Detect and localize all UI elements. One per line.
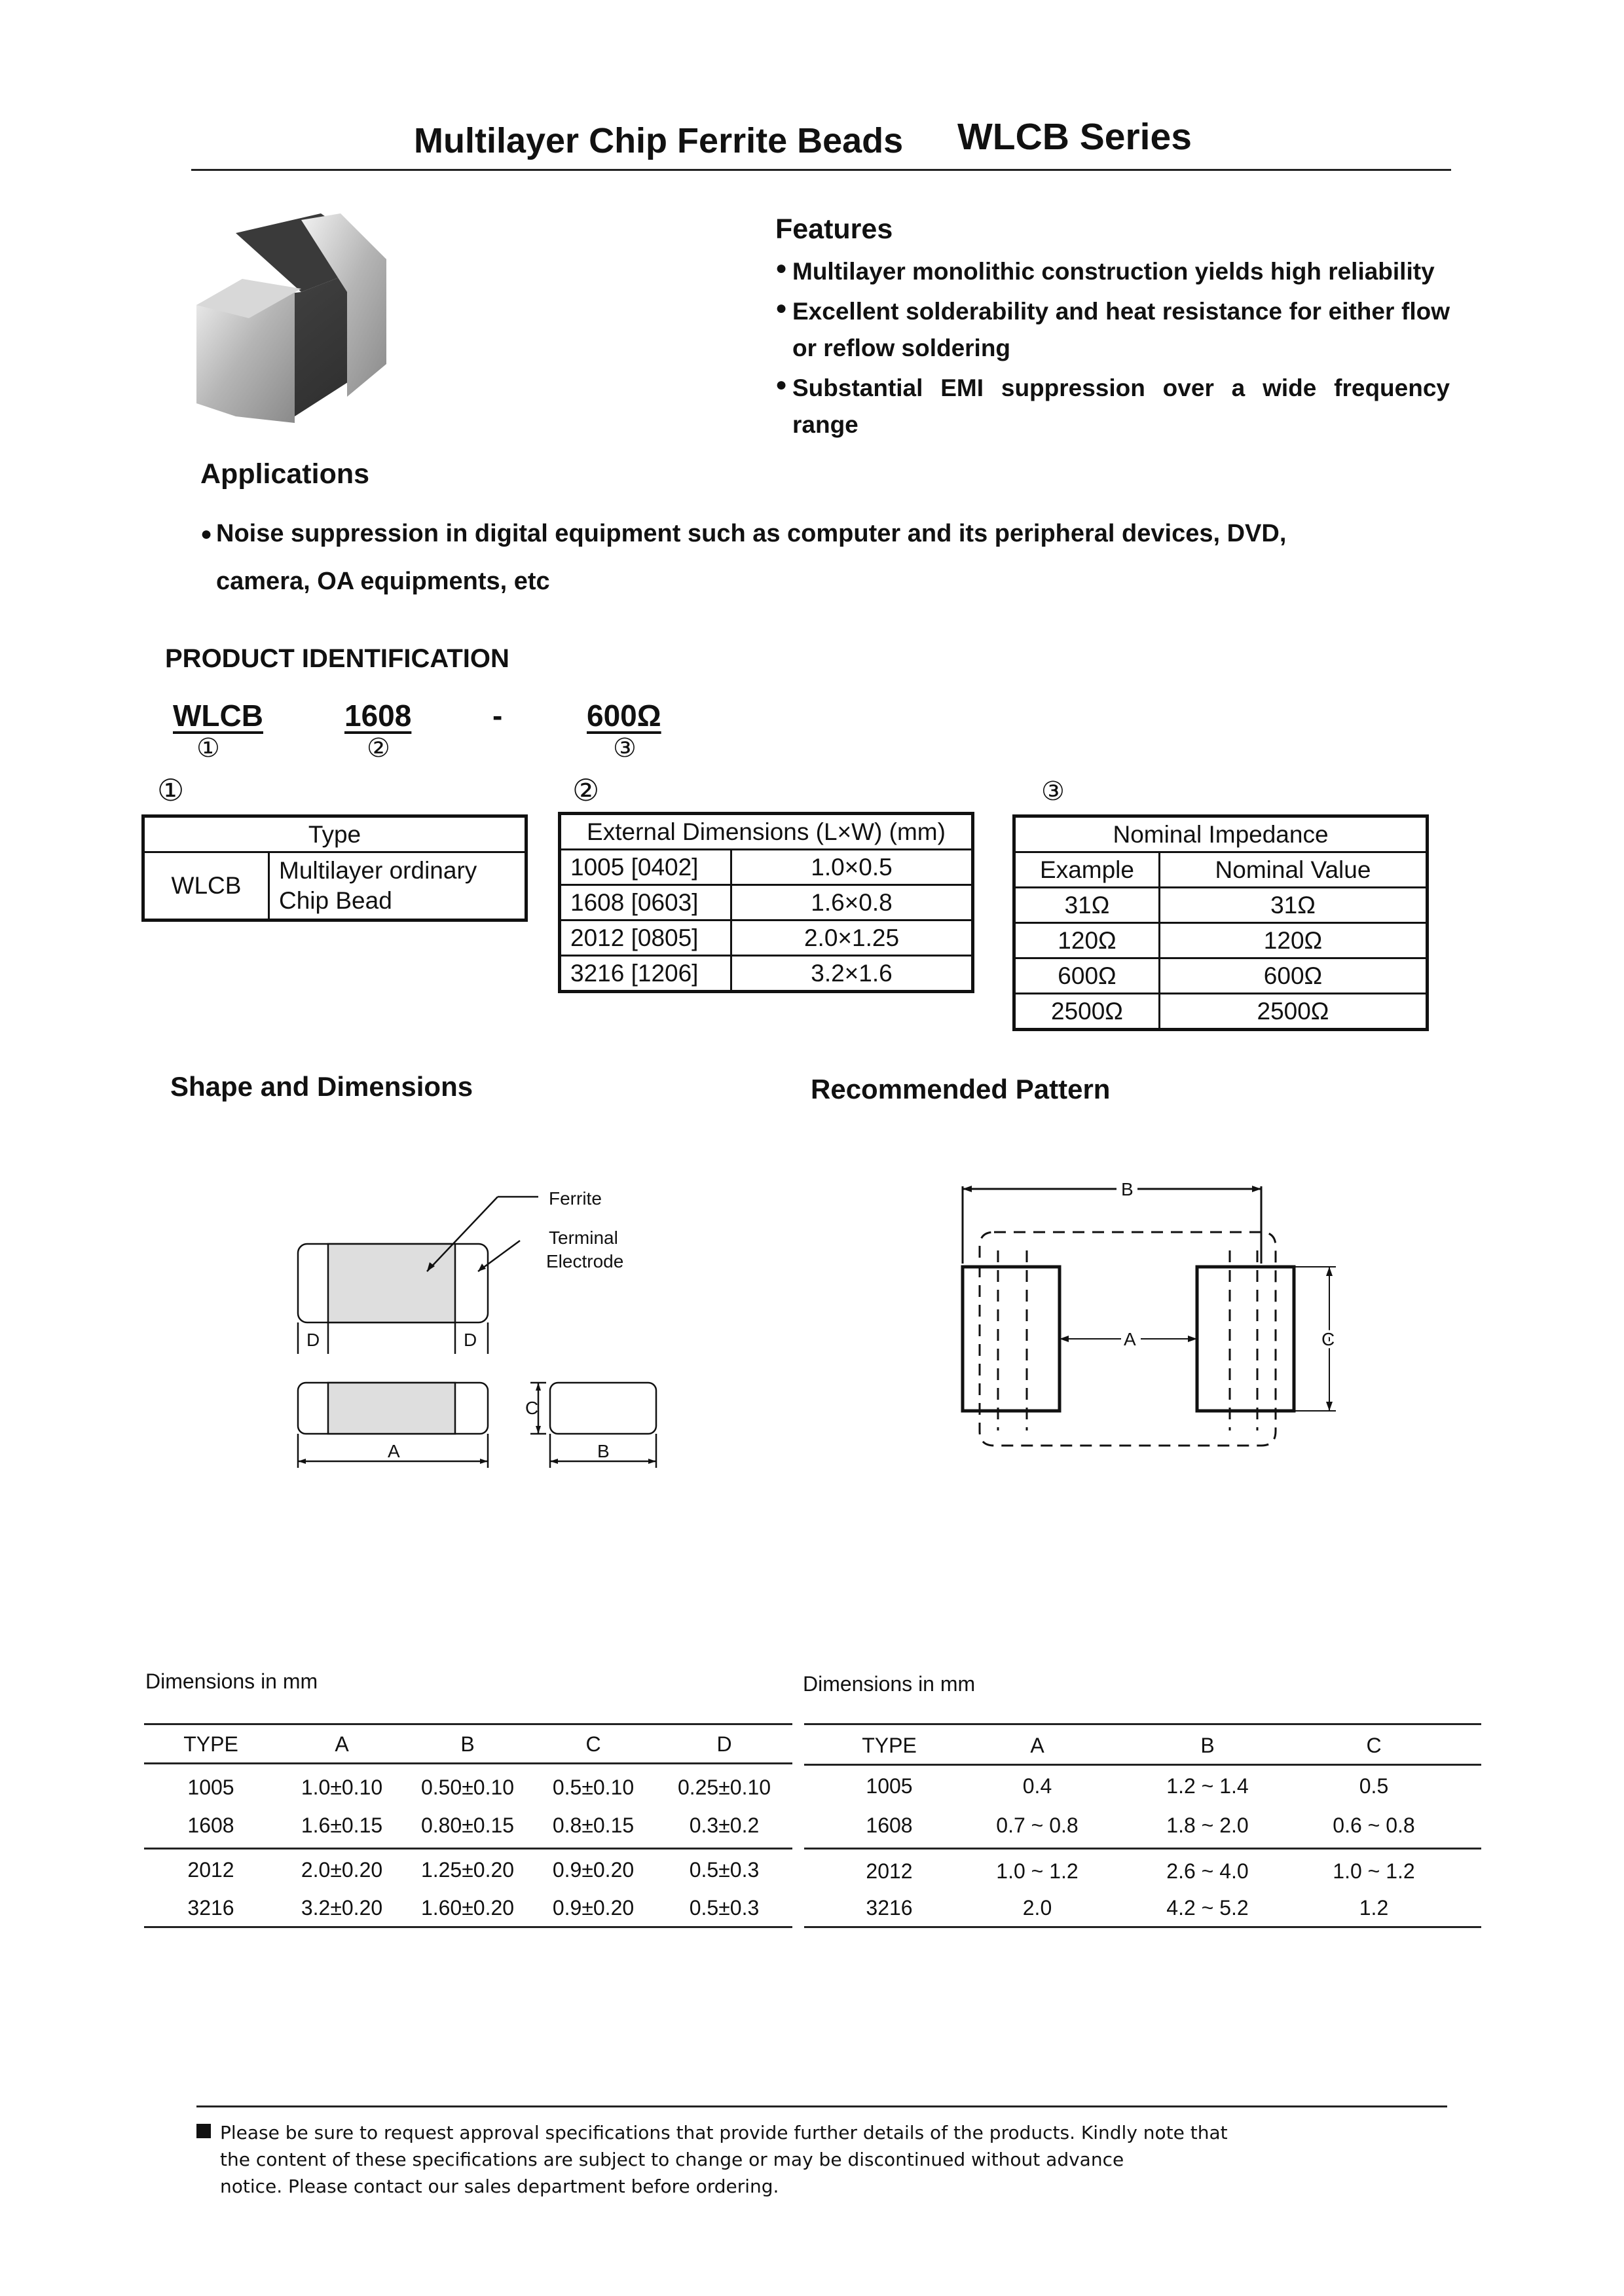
imp-value-cell: 120Ω: [1160, 923, 1428, 958]
imp-example-cell: 120Ω: [1014, 923, 1160, 958]
dim-code-cell: 2012 [0805]: [560, 920, 731, 956]
imp-value-cell: 31Ω: [1160, 888, 1428, 923]
dims-right-caption: Dimensions in mm: [803, 1672, 976, 1696]
dims-cell: 1.0±0.10: [301, 1776, 383, 1799]
dims-cell: 1.6±0.15: [301, 1813, 383, 1837]
dims-cell: 0.9±0.20: [552, 1858, 635, 1882]
dims-cell: 1.0 ~ 1.2: [1333, 1859, 1415, 1883]
feature-item: ● Excellent solderability and heat resistance for either flow or reflow soldering: [775, 293, 1450, 366]
shape-dimensions-drawing: [282, 1178, 688, 1480]
type-code-cell: WLCB: [143, 852, 269, 920]
feature-item: ● Substantial EMI suppression over a wide frequency range: [775, 370, 1450, 443]
dim-value-cell: 2.0×1.25: [731, 920, 973, 956]
code-marker-2: ②: [367, 733, 390, 763]
side-view-body: [550, 1383, 656, 1434]
dims-cell: 3.2±0.20: [301, 1896, 383, 1920]
dims-left-caption: Dimensions in mm: [145, 1669, 318, 1693]
type-desc-cell: Multilayer ordinary Chip Bead: [269, 852, 526, 920]
imp-table-header: Nominal Impedance: [1014, 816, 1428, 852]
nominal-impedance-table: [1012, 814, 1429, 1031]
imp-table-row: [1014, 923, 1428, 958]
pattern-c-label: C: [1321, 1329, 1335, 1349]
type-table-header: Type: [143, 816, 526, 852]
pattern-b-label: B: [1121, 1179, 1134, 1199]
footer-square-icon: [196, 2124, 211, 2138]
dim-code-cell: 3216 [1206]: [560, 956, 731, 992]
dims-cell: 0.6 ~ 0.8: [1333, 1813, 1415, 1837]
code-separator: -: [492, 699, 503, 733]
c-label: C: [525, 1398, 539, 1418]
code-part-impedance: 600Ω: [587, 699, 661, 733]
dims-cell: 0.9±0.20: [552, 1896, 635, 1920]
imp-table-row: [1014, 888, 1428, 923]
dims-cell: 2.0: [1022, 1896, 1052, 1920]
electrode-label: Electrode: [546, 1251, 624, 1271]
dims-cell: 0.80±0.15: [420, 1813, 515, 1837]
ferrite-label: Ferrite: [549, 1188, 602, 1209]
dims-cell: 1608: [866, 1813, 913, 1837]
dims-header-cell: B: [1200, 1734, 1215, 1757]
bottom-view-ferrite: [328, 1383, 455, 1434]
code-part-size: 1608: [344, 699, 412, 733]
dims-cell: 3216: [866, 1896, 913, 1920]
type-table: [141, 814, 528, 922]
dims-cell: 1.2: [1359, 1896, 1389, 1920]
header-rule: [191, 169, 1451, 171]
applications-text: ● Noise suppression in digital equipment such as computer and its peripheral devices, DVD, camera, OA equipments, etc: [200, 510, 1445, 606]
dims-cell: 1.60±0.20: [420, 1896, 515, 1920]
d-label-right: D: [464, 1330, 477, 1350]
dims-cell: 2.0±0.20: [301, 1858, 383, 1882]
dims-cell: 0.50±0.10: [420, 1776, 515, 1799]
dim-code-cell: 1005 [0402]: [560, 850, 731, 885]
imp-value-cell: 2500Ω: [1160, 994, 1428, 1030]
d-label-left: D: [306, 1330, 320, 1350]
external-dimensions-table: [558, 812, 974, 993]
dims-cell: 0.4: [1022, 1774, 1052, 1798]
page-title: Multilayer Chip Ferrite Beads: [414, 121, 904, 160]
code-marker-3: ③: [613, 733, 637, 763]
dims-cell: 1.0 ~ 1.2: [996, 1859, 1079, 1883]
top-view-ferrite: [328, 1244, 455, 1322]
b-label: B: [597, 1441, 610, 1461]
dim-table-header: External Dimensions (L×W) (mm): [560, 814, 973, 850]
dim-table-row: [560, 885, 973, 920]
dim-value-cell: 1.0×0.5: [731, 850, 973, 885]
imp-value-cell: 600Ω: [1160, 958, 1428, 994]
dims-cell: 0.5±0.10: [552, 1776, 635, 1799]
dims-cell: 3216: [187, 1896, 234, 1920]
shape-heading: Shape and Dimensions: [170, 1071, 473, 1102]
dims-header-cell: B: [460, 1732, 475, 1756]
type-table-marker: ①: [157, 773, 185, 808]
imp-table-row: [1014, 958, 1428, 994]
dims-header-cell: C: [1366, 1734, 1382, 1757]
dims-header-cell: C: [585, 1732, 601, 1756]
dims-cell: 1.2 ~ 1.4: [1166, 1774, 1249, 1798]
imp-table-row: [1014, 994, 1428, 1030]
imp-example-cell: 2500Ω: [1014, 994, 1160, 1030]
pattern-a-label: A: [1124, 1329, 1136, 1349]
applications-heading: Applications: [200, 458, 370, 490]
bullet-icon: ●: [200, 523, 213, 545]
dims-cell: 1.25±0.20: [420, 1858, 515, 1882]
dims-cell: 0.5±0.3: [689, 1858, 760, 1882]
dims-cell: 0.5±0.3: [689, 1896, 760, 1920]
dims-cell: 0.7 ~ 0.8: [996, 1813, 1079, 1837]
dims-cell: 2012: [866, 1859, 913, 1883]
imp-col-value: Nominal Value: [1160, 852, 1428, 888]
dims-cell: 1.8 ~ 2.0: [1166, 1813, 1249, 1837]
recommended-pattern-drawing: [950, 1172, 1356, 1460]
dims-header-cell: D: [716, 1732, 732, 1756]
imp-col-example: Example: [1014, 852, 1160, 888]
dims-cell: 0.3±0.2: [689, 1813, 760, 1837]
feature-item: ● Multilayer monolithic construction yields high reliability: [775, 253, 1450, 290]
dims-cell: 0.8±0.15: [552, 1813, 635, 1837]
code-part-series: WLCB: [173, 699, 263, 733]
dim-table-row: [560, 850, 973, 885]
product-id-heading: PRODUCT IDENTIFICATION: [165, 644, 509, 673]
dims-header-cell: A: [1030, 1734, 1044, 1757]
pattern-heading: Recommended Pattern: [811, 1074, 1111, 1104]
dims-header-cell: TYPE: [862, 1734, 917, 1757]
dim-table-marker: ②: [572, 773, 600, 808]
dim-value-cell: 3.2×1.6: [731, 956, 973, 992]
bullet-icon: ●: [775, 297, 788, 319]
imp-example-cell: 31Ω: [1014, 888, 1160, 923]
bullet-icon: ●: [775, 257, 788, 279]
page-header: [0, 115, 1624, 168]
bullet-icon: ●: [775, 374, 788, 395]
imp-example-cell: 600Ω: [1014, 958, 1160, 994]
pad-left: [963, 1267, 1060, 1411]
footer-note: Please be sure to request approval specifications that provide further details of the products. Kindly note that the content of these specifications are subject to change or may be discontinued without advance notice. Please contact our sales department before ordering.: [220, 2122, 1228, 2197]
dims-cell: 0.5: [1359, 1774, 1389, 1798]
code-marker-1: ①: [196, 733, 220, 763]
dim-code-cell: 1608 [0603]: [560, 885, 731, 920]
features-heading: Features: [775, 213, 893, 245]
footer-rule: [196, 2105, 1447, 2107]
dim-table-row: [560, 956, 973, 992]
series-name: WLCB Series: [957, 116, 1192, 158]
pad-right: [1197, 1267, 1294, 1411]
dims-header-cell: TYPE: [183, 1732, 238, 1756]
dims-cell: 1608: [187, 1813, 234, 1837]
chip-bead-photo: [190, 207, 393, 429]
dims-cell: 1005: [187, 1776, 234, 1799]
features-section: [775, 208, 1450, 443]
dim-value-cell: 1.6×0.8: [731, 885, 973, 920]
terminal-label: Terminal: [549, 1228, 618, 1248]
dim-table-row: [560, 920, 973, 956]
dims-cell: 1005: [866, 1774, 913, 1798]
dims-cell: 4.2 ~ 5.2: [1166, 1896, 1249, 1920]
a-label: A: [388, 1441, 400, 1461]
dims-cell: 2012: [187, 1858, 234, 1882]
dims-header-cell: A: [335, 1732, 349, 1756]
applications-section: [200, 458, 1445, 606]
imp-table-marker: ③: [1041, 776, 1065, 807]
dims-cell: 2.6 ~ 4.0: [1166, 1859, 1249, 1883]
dims-cell: 0.25±0.10: [677, 1776, 771, 1799]
